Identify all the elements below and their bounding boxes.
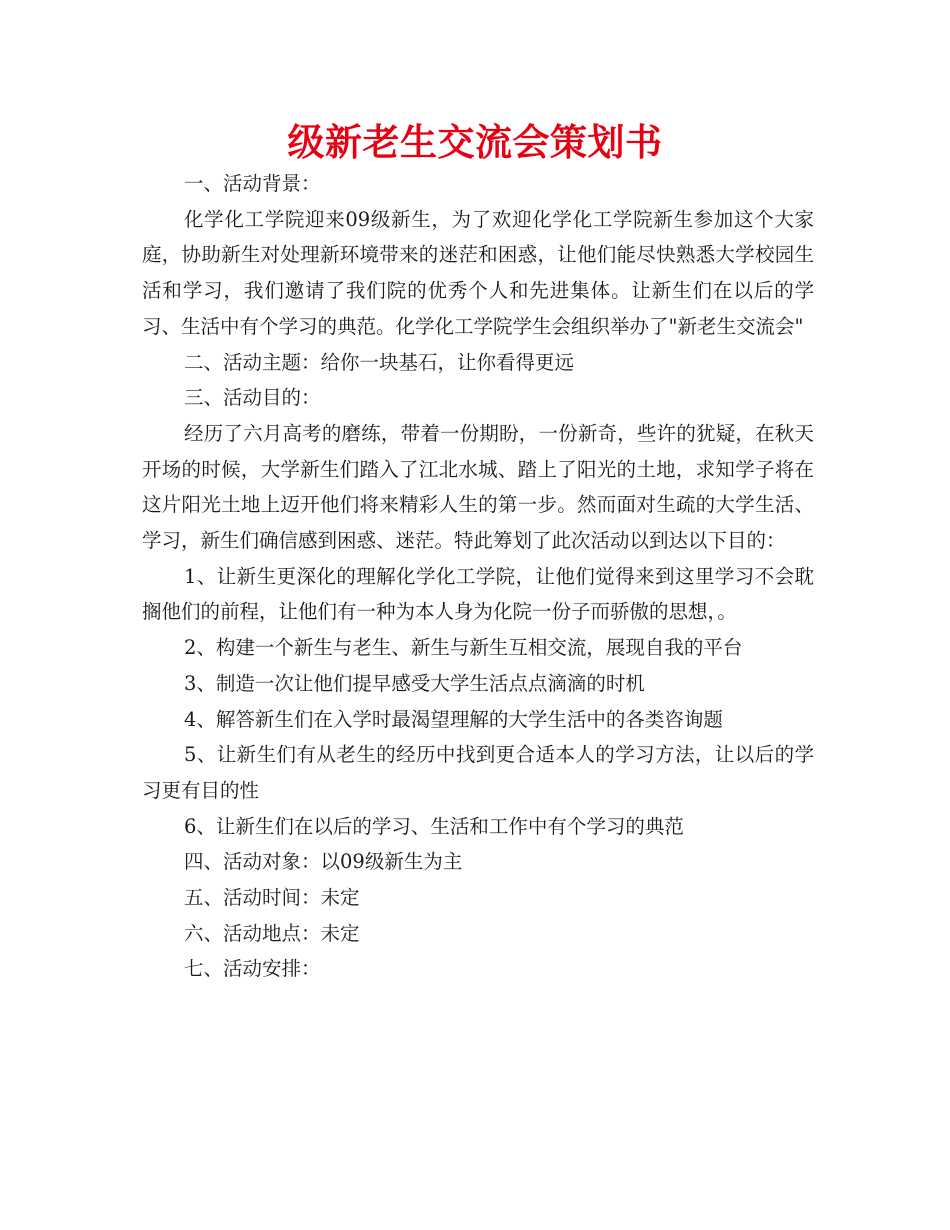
- heading-audience: 四、活动对象：以09级新生为主: [184, 850, 463, 874]
- document-title: 级新老生交流会策划书: [287, 121, 663, 164]
- heading-time: 五、活动时间：未定: [184, 886, 360, 910]
- heading-arrangement: 七、活动安排：: [184, 957, 321, 981]
- heading-location: 六、活动地点：未定: [184, 921, 360, 945]
- document-body: [142, 166, 814, 987]
- purpose-item-2: 2、构建一个新生与老生、新生与新生互相交流，展现自我的平台: [184, 636, 743, 660]
- paragraph-background: 化学化工学院迎来09级新生，为了欢迎化学化工学院新生参加这个大家庭，协助新生对处理新环境带来的迷茫和困惑，让他们能尽快熟悉大学校园生活和学习，我们邀请了我们院的优秀个人和先进集体。让新生们在以后的学习、生活中有个学习的典范。化学化工学院学生会组织举办了"新老生交流会": [142, 207, 814, 338]
- purpose-item-3: 3、制造一次让他们提早感受大学生活点点滴滴的时机: [184, 671, 645, 695]
- purpose-item-5: 5、让新生们有从老生的经历中找到更合适本人的学习方法，让以后的学习更有目的性: [142, 743, 814, 802]
- heading-background: 一、活动背景：: [184, 172, 321, 195]
- purpose-item-4: 4、解答新生们在入学时最渴望理解的大学生活中的各类咨询题: [184, 707, 723, 731]
- purpose-item-1: 1、让新生更深化的理解化学化工学院，让他们觉得来到这里学习不会耽搁他们的前程，让他们有一种为本人身为化院一份子而骄傲的思想，。: [142, 564, 814, 624]
- paragraph-purpose: 经历了六月高考的磨练，带着一份期盼，一份新奇，些许的犹疑，在秋天开场的时候，大学新生们踏入了江北水城、踏上了阳光的土地，求知学子将在这片阳光土地上迈开他们将来精彩人生的第一步。然而面对生疏的大学生活、学习，新生们确信感到困惑、迷茫。特此筹划了此次活动以到达以下目的：: [142, 421, 814, 553]
- purpose-item-6: 6、让新生们在以后的学习、生活和工作中有个学习的典范: [184, 814, 684, 838]
- heading-purpose: 三、活动目的：: [184, 386, 321, 410]
- heading-theme: 二、活动主题：给你一块基石，让你看得更远: [184, 350, 575, 374]
